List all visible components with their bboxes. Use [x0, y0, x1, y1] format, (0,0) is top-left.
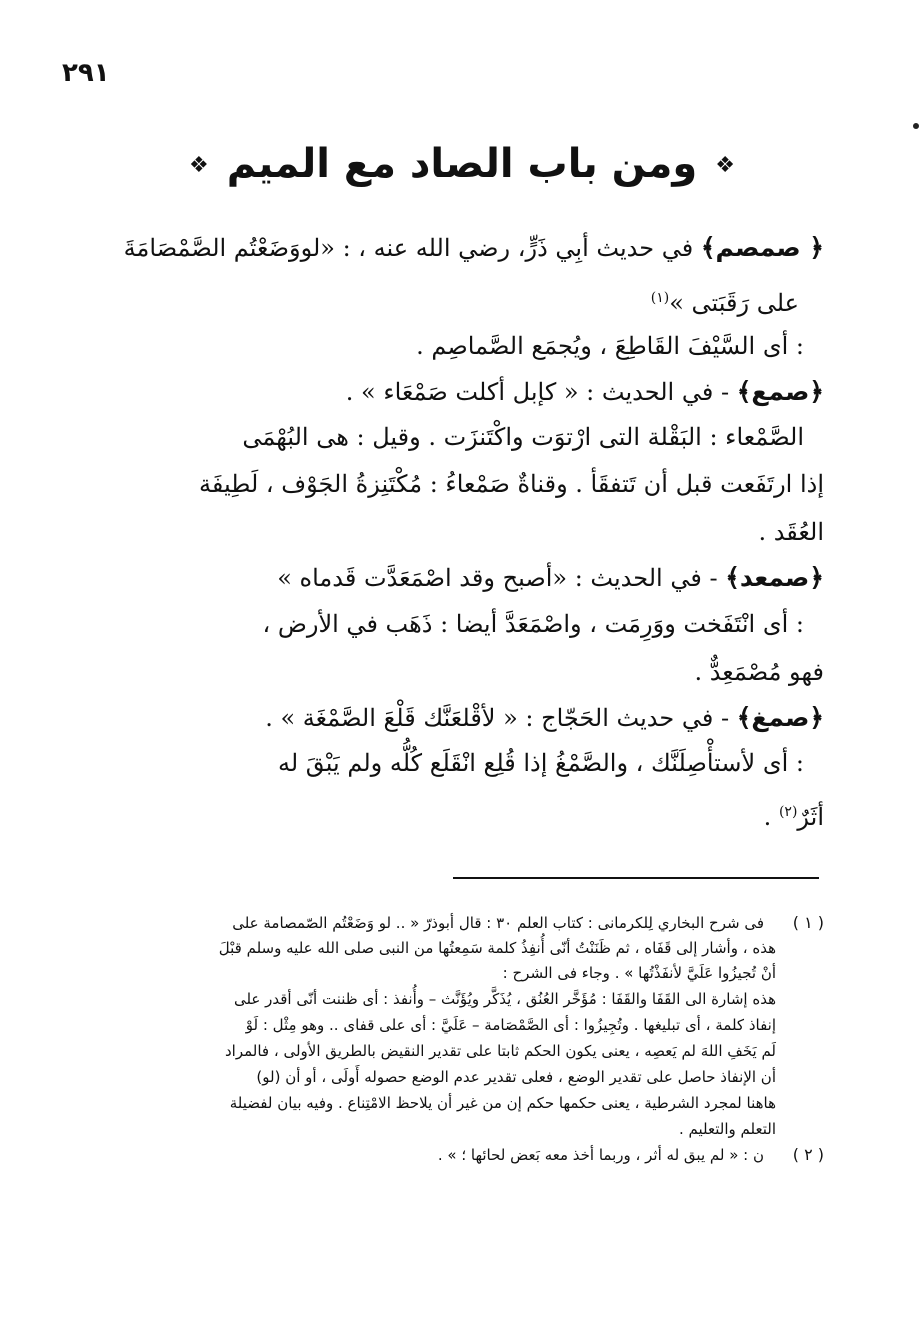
gloss-line: إذا ارتَفَعت قبل أن تَتفقَأ . وقناةٌ صَمْعاءُ : مُكْتَنِزةُ الجَوْف ، لَطِيفَة	[199, 470, 824, 498]
page-number: ٢٩١	[62, 58, 110, 88]
entry-text: - في حديث الحَجّاج : « لأقْلعَنَّك قَلْعَ الصَّمْغَة » .	[265, 704, 730, 732]
gloss-line: العُقَد .	[758, 518, 824, 546]
entry-headword: ﴿صمغ﴾	[736, 703, 824, 732]
entry-text: .	[763, 803, 779, 831]
gloss-line: : أى لأستأْصِلَنَّك ، والصَّمْغُ إذا قُلِع انْقَلَع كُلُّه ولم يَبْقَ له	[277, 749, 804, 777]
entry-text: - في الحديث : « كإبل أكلت صَمْعَاء » .	[345, 378, 730, 406]
footnote-line: إنفاذ كلمة ، أى تبليغها . وتُجِيزُوا : أى الصَّمْصَامة – عَلَيَّ : أى على قفاى .. وهو مِثْل : لَوْ	[245, 1016, 776, 1034]
title-ornament-right-icon: ❖	[715, 153, 735, 178]
footnote-number: ( ١ )	[792, 913, 824, 932]
entry-line	[124, 230, 824, 266]
gloss-line: : أى انْتَفَخت ووَرِمَت ، واصْمَعَدَّ أيضا : ذَهَب في الأرض ،	[262, 610, 804, 638]
title-ornament-left-icon: ❖	[189, 153, 209, 178]
entry-text: في حديث أبِي ذَرٍّ، رضي الله عنه ، : «لووَضَعْتُم الصَّمْصَامَةَ	[123, 234, 694, 262]
footnote-line: ن : « لم يبق له أثر ، وربما أخذ معه بَعض لحائها ؛ » .	[437, 1146, 764, 1164]
footnote-line: أنْ تُجيزُوا عَلَيَّ لأنفَذْتُها » . وجاء فى الشرح :	[502, 964, 776, 982]
footnote-line: هذه إشارة الى القَفَا والقَفَا : مُؤَخَّر العُنُق ، يُذَكَّر ويُؤَنَّث – وأُنفذ : أى ظننت أنّى أقدر على	[233, 990, 776, 1008]
entry-line	[277, 560, 824, 596]
entry-text: على رَقَبَتى »	[669, 289, 799, 317]
gloss-line: : أى السَّيْفَ القَاطِعَ ، ويُجمَع الصَّماصِم .	[416, 332, 804, 360]
footnote-separator	[453, 877, 819, 879]
gloss-line	[764, 794, 824, 835]
footnote-ref: (٢)	[778, 804, 798, 820]
footnote-line: هاهنا لمجرد الشرطية ، يعنى حكمها حكم إن من غير أن يلاحظ الامْتِناع . وفيه بيان لفضيلة	[229, 1094, 776, 1112]
footnote-line: التعلم والتعليم .	[679, 1120, 776, 1138]
entry-line	[651, 280, 799, 321]
entry-headword: ﴿صمع﴾	[736, 377, 824, 406]
entry-text: - في الحديث : «أصبح وقد اصْمَعَدَّت قَدماه »	[277, 564, 718, 592]
chapter-title	[180, 140, 744, 190]
gloss-line: الصَّمْعاء : البَقْلة التى ارْتوَت واكْتَنزَت . وقيل : هى البُهْمَى	[242, 423, 804, 451]
entry-headword: ﴿ صمصم﴾	[700, 233, 824, 262]
footnote-line: هذه ، وأشار إلى قَفَاه ، ثم ظَنَنْتُ أنّى أُنفِذُ كلمة سَمِعتُها من النبى صلى الله عليه وسلم قبْلَ	[218, 939, 776, 957]
footnote-line: أن الإنفاذ حاصل على تقدير الوضع ، فعلى تقدير عدم الوضع حصوله أَولَى ، أو أن (لو)	[256, 1068, 776, 1086]
margin-dot	[913, 123, 919, 129]
entry-text: أثَرٌ	[797, 803, 824, 831]
entry-headword: ﴿صمعد﴾	[725, 563, 824, 592]
entry-line	[265, 700, 824, 736]
footnote-number: ( ٢ )	[792, 1145, 824, 1164]
footnote-line: لَم يَخَفِ اللهَ لم يَعصِه ، يعنى يكون الحكم ثابتا على تقدير النقيض بالطريق الأولى ، فالمراد	[224, 1042, 776, 1060]
entry-line	[346, 374, 824, 410]
gloss-line: فهو مُصْمَعِدٌّ .	[694, 658, 824, 686]
chapter-title-text: ومن باب الصاد مع الميم	[226, 141, 698, 187]
footnote-line: فى شرح البخاري لِلكرمانى : كتاب العلم ٣٠ : قال أبوذرّ « .. لو وَضَعْتُم الصّمصامة على	[232, 914, 764, 932]
footnote-ref: (١)	[650, 290, 670, 306]
